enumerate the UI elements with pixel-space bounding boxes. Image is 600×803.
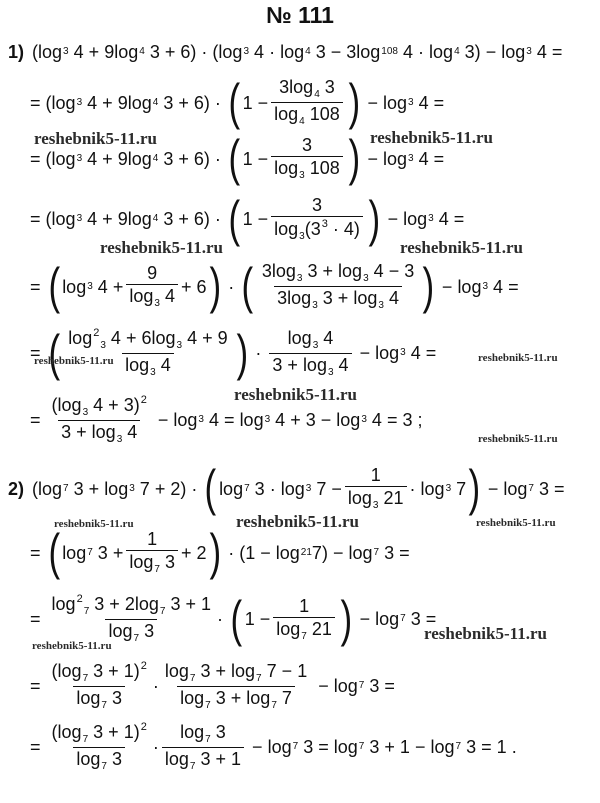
fraction: $\frac{1}{\log_7 3}$ <box>126 530 178 575</box>
problem-1-line-6: = ( $\frac{\log^2_3 4 + 6\log_3 4 + 9}{\log_3 4}$ ) · $\frac{\log_3 4}{3 + \log_3 4}$ − log 3 4 = <box>30 324 437 381</box>
problem-2-line-2: = ( log 7 3 + $\frac{1}{\log_7 3}$ + 2 ) · ( 1 − log 21 7 ) − log 7 3 = <box>30 524 410 580</box>
watermark: reshebnik5-11.ru <box>478 352 558 364</box>
watermark: reshebnik5-11.ru <box>478 433 558 445</box>
problem-1-line-4: = ( log 3 4 + 9 log 4 3 + 6 ) · ( 1 − $\frac{3}{\log_3(3^3 \cdot 4)}$ ) − log 3 4 = <box>30 190 465 247</box>
problem-1-line-2: = ( log 3 4 + 9 log 4 3 + 6 ) · ( 1 − $\frac{3\log_4 3}{\log_4 108}$ ) − log 3 4 = <box>30 74 445 130</box>
watermark: reshebnik5-11.ru <box>400 238 523 257</box>
watermark: reshebnik5-11.ru <box>234 385 357 404</box>
watermark: reshebnik5-11.ru <box>476 517 556 529</box>
watermark: reshebnik5-11.ru <box>100 238 223 257</box>
watermark: reshebnik5-11.ru <box>370 128 493 147</box>
watermark: reshebnik5-11.ru <box>236 512 359 531</box>
problem-1-line-5: = ( log 3 4 + $\frac{9}{\log_3 4}$ + 6 ) · ( $\frac{3\log_3 3 + \log_3 4 - 3}{3\log_3 3 + \log_3 4}$ ) − log 3 4 = <box>30 258 519 314</box>
watermark: reshebnik5-11.ru <box>34 129 157 148</box>
watermark: reshebnik5-11.ru <box>54 518 134 530</box>
fraction: $\frac{\log_3 4}{3 + \log_3 4}$ <box>269 329 351 378</box>
problem-number: 2) <box>8 478 25 499</box>
fraction: $\frac{1}{\log_3 21}$ <box>345 466 407 511</box>
fraction: $\frac{1}{\log_7 21}$ <box>273 597 335 642</box>
fraction: $\frac{3\log_4 3}{\log_4 108}$ <box>271 78 343 127</box>
problem-title: № 111 <box>266 2 334 28</box>
problem-2-line-3: = $\frac{\log^2_7 3 + 2\log_7 3 + 1}{\log_7 3}$ · ( 1 − $\frac{1}{\log_7 21}$ ) − log 7 3 = <box>30 590 437 647</box>
fraction: $\frac{9}{\log_3 4}$ <box>126 264 178 309</box>
problem-number: 1) <box>8 42 25 62</box>
problem-1-line-3: = ( log 3 4 + 9 log 4 3 + 6 ) · ( 1 − $\frac{3}{\log_3 108}$ ) − log 3 4 = <box>30 130 445 186</box>
fraction: $\frac{\log^2_7 3 + 2\log_7 3 + 1}{\log_7 3}$ <box>51 593 212 644</box>
problem-2-line-4: = $\frac{(\log_7 3 + 1)^2}{\log_7 3}$ · $\frac{\log_7 3 + \log_7 7 - 1}{\log_7 3 + \log_7 7}$ − log 7 3 = <box>30 660 395 711</box>
fraction: $\frac{\log_7 3}{\log_7 3 + 1}$ <box>162 723 244 772</box>
problem-2-line-1: 2) ( log 7 3 + log 3 7 + 2 ) · ( log 7 3 · log 3 7 − $\frac{1}{\log_3 21}$ · log 3 7 ) − log 7 3 = <box>8 460 565 516</box>
fraction: $\frac{(\log_7 3 + 1)^2}{\log_7 3}$ <box>51 660 147 711</box>
problem-1-line-1: 1) ( log 3 4 + 9 log 4 3 + 6 ) · ( log 3 4 · log 4 3 − 3 log 108 4 · log 4 3 ) − log 3 4 = <box>8 42 563 62</box>
watermark: reshebnik5-11.ru <box>424 624 547 643</box>
fraction: $\frac{3}{\log_3(3^3 \cdot 4)}$ <box>271 196 363 242</box>
fraction: $\frac{\log^2_3 4 + 6\log_3 4 + 9}{\log_3 4}$ <box>68 327 228 378</box>
fraction: $\frac{3\log_3 3 + \log_3 4 - 3}{3\log_3 3 + \log_3 4}$ <box>261 261 415 311</box>
watermark: reshebnik5-11.ru <box>32 640 112 652</box>
fraction: $\frac{(\log_3 4 + 3)^2}{3 + \log_3 4}$ <box>51 394 147 445</box>
fraction: $\frac{3}{\log_3 108}$ <box>271 136 343 181</box>
watermark: reshebnik5-11.ru <box>34 355 114 367</box>
problem-2-line-5: = $\frac{(\log_7 3 + 1)^2}{\log_7 3}$ · $\frac{\log_7 3}{\log_7 3 + 1}$ − log 7 3 = log 7 3 + 1 − log 7 3 = 1 . <box>30 721 517 772</box>
problem-1-line-7: = $\frac{(\log_3 4 + 3)^2}{3 + \log_3 4}$ − log 3 4 = log 3 4 + 3 − log 3 4 = 3 ; <box>30 394 423 445</box>
fraction: $\frac{(\log_7 3 + 1)^2}{\log_7 3}$ <box>51 721 147 772</box>
fraction: $\frac{\log_7 3 + \log_7 7 - 1}{\log_7 3 + \log_7 7}$ <box>164 660 308 711</box>
